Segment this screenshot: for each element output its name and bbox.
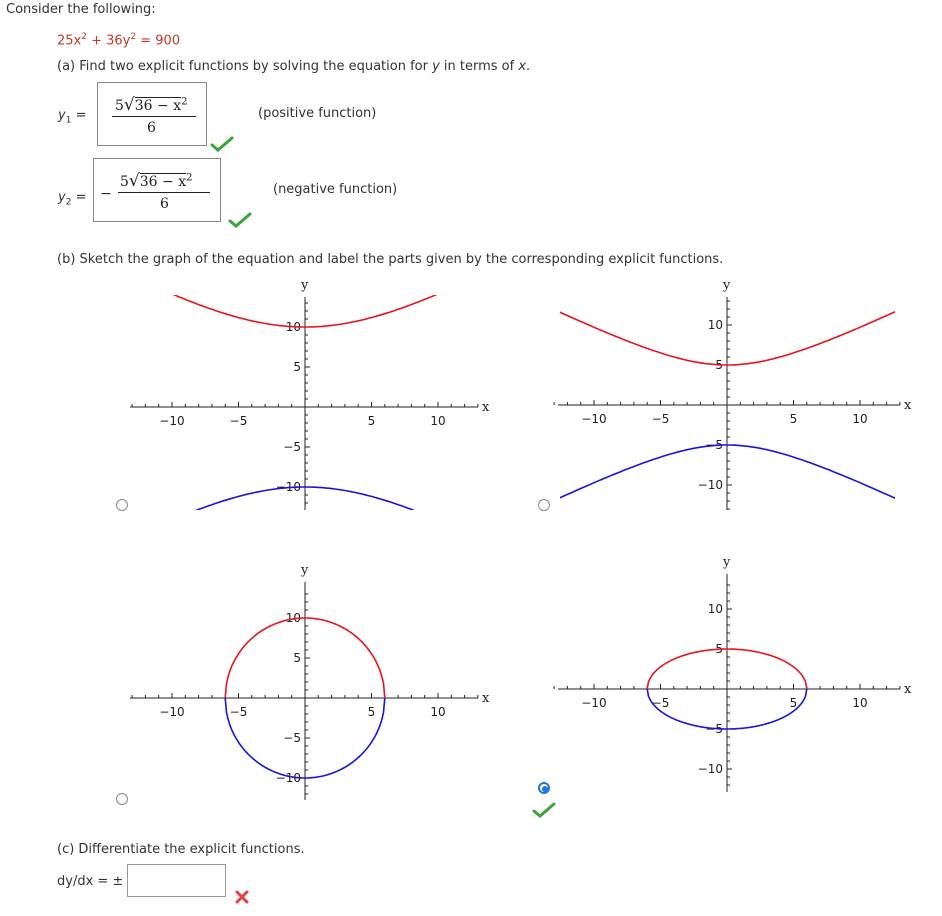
y-tick-label: 5	[293, 651, 301, 665]
x-tick-label: −5	[651, 696, 670, 710]
given-equation: $25x^2 + 36y^2 = 900$	[57, 32, 181, 49]
y-tick-label: −5	[283, 440, 301, 454]
x-tick-label: −10	[159, 705, 185, 719]
y-tick-label: −10	[275, 771, 301, 785]
intro-text: Consider the following:	[6, 2, 156, 17]
x-axis-label: x	[904, 398, 912, 413]
y-tick-label: 5	[715, 642, 723, 656]
y-tick-label: 5	[715, 358, 723, 372]
y-tick-label: 5	[293, 360, 301, 374]
x-tick-label: −5	[651, 412, 670, 426]
y1-numerator: $5√36 - x^2$	[115, 95, 188, 115]
y1-label: $y_1$ =	[58, 108, 87, 126]
x-tick-label: 5	[789, 696, 798, 710]
y-axis-label: y	[301, 563, 309, 578]
y-axis-label: y	[301, 278, 309, 293]
dydx-input[interactable]	[127, 864, 226, 897]
y-tick-label: 10	[707, 318, 723, 332]
x-tick-label: −5	[229, 414, 248, 428]
y2-sign: −	[100, 186, 112, 202]
y-tick-label: 10	[707, 602, 723, 616]
x-tick-label: 5	[367, 705, 376, 719]
x-axis-label: x	[482, 400, 490, 415]
x-tick-label: 10	[852, 696, 868, 710]
part-b-prompt: (b) Sketch the graph of the equation and label the parts given by the corresponding explicit functions.	[57, 252, 724, 267]
x-tick-label: 5	[367, 414, 376, 428]
x-tick-label: 10	[430, 705, 446, 719]
y2-note: (negative function)	[273, 182, 398, 197]
x-axis-label: x	[904, 682, 912, 697]
y-axis-label: y	[723, 278, 731, 293]
y-tick-label: −5	[283, 731, 301, 745]
y-tick-label: 10	[285, 611, 301, 625]
x-tick-label: 5	[789, 412, 798, 426]
y1-denominator: 6	[147, 120, 156, 136]
y-tick-label: −5	[705, 438, 723, 452]
x-tick-label: −10	[581, 696, 607, 710]
dydx-cross-icon	[234, 889, 250, 905]
y-tick-label: −10	[275, 480, 301, 494]
dydx-label: dy/dx = ±	[57, 874, 124, 889]
x-axis-label: x	[482, 691, 490, 706]
y2-denominator: 6	[160, 196, 169, 212]
x-tick-label: −5	[229, 705, 248, 719]
y-tick-label: 10	[285, 320, 301, 334]
x-tick-label: 10	[430, 414, 446, 428]
y2-label: $y_2$ =	[58, 190, 87, 208]
y-axis-label: y	[723, 555, 731, 570]
y1-note: (positive function)	[258, 106, 377, 121]
y-tick-label: −10	[697, 762, 723, 776]
part-a-prompt: (a) Find two explicit functions by solving the equation for y in terms of x.	[57, 59, 531, 74]
x-tick-label: −10	[159, 414, 185, 428]
x-tick-label: 10	[852, 412, 868, 426]
y-tick-label: −10	[697, 478, 723, 492]
part-c-prompt: (c) Differentiate the explicit functions.	[57, 842, 305, 857]
x-tick-label: −10	[581, 412, 607, 426]
y-tick-label: −5	[705, 722, 723, 736]
y2-numerator: $5√36 - x^2$	[120, 171, 193, 191]
